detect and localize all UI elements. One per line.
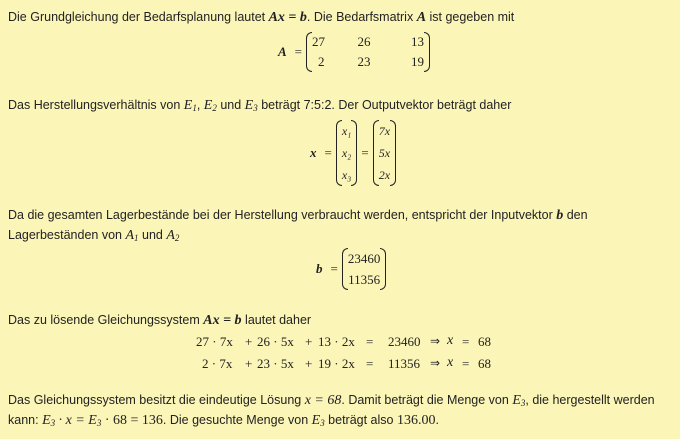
intro-text-b: . Die Bedarfsmatrix <box>306 10 417 24</box>
system-row2-op2: + <box>305 356 313 371</box>
system-row2-solution: 68 <box>478 356 491 371</box>
ratio-paragraph <box>8 95 511 118</box>
vector-x-entry: 5x <box>378 145 391 160</box>
result-text-end: . <box>435 413 439 427</box>
intro-text-a: Die Grundgleichung der Bedarfsplanung lautet <box>8 10 269 24</box>
var-A2: $A_2$ <box>166 228 180 243</box>
vector-x-entry: 7x <box>378 123 391 138</box>
input-text-a: Da die gesamten Lagerbestände bei der Herstellung verbraucht werden, entspricht der Inputvektor <box>8 208 557 222</box>
system-row2-eq: = <box>366 356 374 371</box>
matrix-A-cell: 13 <box>411 34 425 49</box>
result-text-d: kann: <box>8 413 43 427</box>
intro-paragraph <box>8 7 514 28</box>
intro-var-A: A <box>416 10 427 25</box>
var-E3: $E_3$ <box>311 413 325 428</box>
vector-b-entry: 23460 <box>347 250 381 266</box>
matrix-A-cell: 23 <box>357 54 371 69</box>
result-equation: x = 68 <box>304 393 342 408</box>
vector-x-equation <box>310 120 396 186</box>
result-text-f: beträgt also <box>324 413 397 427</box>
vector-b-entry: 11356 <box>348 271 381 287</box>
vector-b-label: b <box>316 261 323 276</box>
result-mid-expr: · x = <box>55 413 89 428</box>
ratio-sep: , <box>196 98 204 112</box>
ratio-text-a: Das Herstellungsverhältnis von <box>8 98 184 112</box>
equals-sign: = <box>324 145 332 160</box>
system-row1-term2: 26 · 5x <box>257 334 294 349</box>
matrix-A-cell: 26 <box>357 34 371 49</box>
system-row2-term3: 19 · 2x <box>318 356 355 371</box>
input-var-b: b <box>556 208 564 223</box>
result-text-b: . Damit beträgt die Menge von <box>341 393 513 407</box>
system-row1-eq2: = <box>462 334 470 349</box>
result-paragraph-line2 <box>8 410 439 433</box>
matrix-A-label: A <box>278 44 287 59</box>
system-row1-op2: + <box>305 334 313 349</box>
equals-sign: = <box>330 261 338 276</box>
result-text-c: , die hergestellt werden <box>525 393 655 407</box>
system-text-a: Das zu lösende Gleichungssystem <box>8 313 204 327</box>
vector-b-equation <box>316 248 386 290</box>
result-calc: · 68 = 136 <box>101 413 163 428</box>
system-equation: Ax = b <box>203 313 242 328</box>
matrix-A <box>306 32 430 72</box>
vector-b-table <box>348 248 381 290</box>
var-E3: $E_3$ <box>88 413 102 428</box>
var-E3: $E_3$ <box>244 98 258 113</box>
input-and: und <box>138 228 167 242</box>
var-E2: $E_2$ <box>203 98 217 113</box>
vector-x-label: x <box>310 145 317 160</box>
input-text-c: Lagerbeständen von <box>8 228 126 242</box>
system-row1-eq: = <box>366 334 374 349</box>
vector-x-entry: x₂ <box>341 145 352 160</box>
vector-x-entry: 2x <box>378 167 391 182</box>
system-row2-rhs: 11356 <box>388 356 421 371</box>
system-intro-paragraph <box>8 310 311 331</box>
system-row2-eq2: = <box>462 356 470 371</box>
input-text-b: den <box>563 208 588 222</box>
system-row1-term3: 13 · 2x <box>318 334 355 349</box>
system-row2-term2: 23 · 5x <box>257 356 294 371</box>
system-row1-solution: 68 <box>478 334 491 349</box>
vector-x-entry: x₁ <box>341 123 352 138</box>
system-row1-rhs: 23460 <box>388 334 421 349</box>
equals-sign: = <box>361 145 369 160</box>
var-E3: $E_3$ <box>42 413 56 428</box>
vector-x-left-table <box>342 120 352 186</box>
intro-text-c: ist gegeben mit <box>426 10 515 24</box>
intro-equation: Ax = b <box>268 10 307 25</box>
var-A1: $A_1$ <box>125 228 139 243</box>
vector-x-left <box>336 120 358 186</box>
vector-b <box>342 248 387 290</box>
vector-x-right <box>373 120 396 186</box>
implies-arrow: ⇒ <box>430 334 441 348</box>
result-text-e: . Die gesuchte Menge von <box>162 413 312 427</box>
input-paragraph-line2 <box>8 225 179 248</box>
matrix-A-cell: 27 <box>312 34 326 49</box>
matrix-A-cell: 2 <box>318 54 325 69</box>
var-E3: $E_3$ <box>512 393 526 408</box>
matrix-A-table <box>312 32 424 72</box>
matrix-A-cell: 19 <box>411 54 425 69</box>
ratio-and: und <box>216 98 245 112</box>
matrix-A-equation <box>278 32 430 72</box>
system-row2-term1: 2 · 7x <box>202 356 233 371</box>
result-text-a: Das Gleichungssystem besitzt die eindeutige Lösung <box>8 393 305 407</box>
system-row1-op1: + <box>245 334 253 349</box>
system-row1-var: x <box>447 333 454 348</box>
system-row2-op1: + <box>245 356 253 371</box>
var-E1: $E_1$ <box>183 98 197 113</box>
result-value: 136.00 <box>396 413 436 428</box>
vector-x-right-table <box>379 120 390 186</box>
system-row1-term1: 27 · 7x <box>196 334 233 349</box>
implies-arrow: ⇒ <box>430 356 441 370</box>
system-row2-var: x <box>447 355 454 370</box>
ratio-text-b: beträgt 7:5:2. Der Outputvektor beträgt daher <box>257 98 512 112</box>
vector-x-entry: x₃ <box>341 167 352 182</box>
system-text-b: lautet daher <box>241 313 312 327</box>
equals-sign: = <box>294 44 303 59</box>
input-paragraph-line1 <box>8 205 588 226</box>
